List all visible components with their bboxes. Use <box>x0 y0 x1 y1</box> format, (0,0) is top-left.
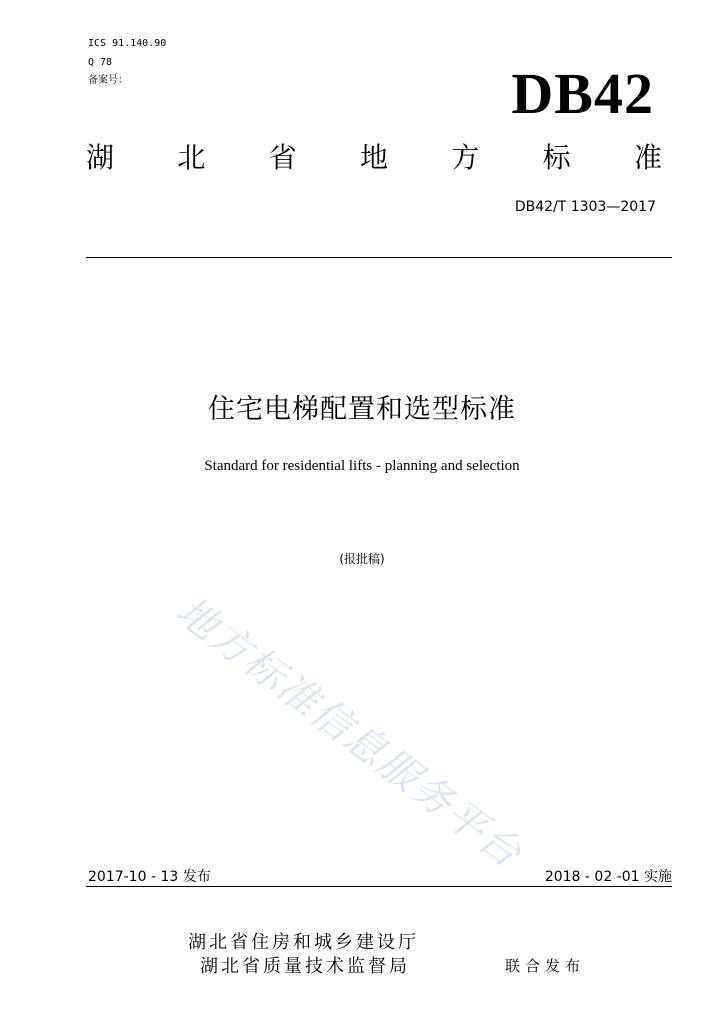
watermark: 地方标准信息服务平台 <box>167 588 531 878</box>
header-divider <box>86 257 672 258</box>
standard-type-char: 准 <box>633 141 662 174</box>
standard-code-logo: DB42 <box>511 61 654 126</box>
ics-code: ICS 91.140.90 <box>88 38 167 49</box>
classification-code: Q 78 <box>88 57 113 68</box>
joint-issue-label: 联合发布 <box>505 957 586 975</box>
standard-number: DB42/T 1303—2017 <box>514 199 656 215</box>
document-title-english: Standard for residential lifts - planning and selection <box>204 458 520 474</box>
footer-divider <box>86 886 672 887</box>
implementation-date: 2018 - 02 -01 实施 <box>544 869 672 885</box>
issuer-housing-department: 湖北省住房和城乡建设厅 <box>188 932 419 953</box>
record-number-label: 备案号： <box>88 75 128 86</box>
issuer-quality-bureau: 湖北省质量技术监督局 <box>200 956 410 977</box>
publish-date: 2017-10 - 13 发布 <box>88 869 211 885</box>
standard-type-char: 方 <box>451 141 480 174</box>
standard-type-char: 省 <box>268 141 297 174</box>
draft-status: (报批稿) <box>339 552 385 566</box>
standard-type-char: 地 <box>359 141 388 174</box>
document-title-chinese: 住宅电梯配置和选型标准 <box>208 394 516 425</box>
standard-type-char: 北 <box>177 141 206 174</box>
standard-type-char: 标 <box>542 141 571 174</box>
standard-type-char: 湖 <box>86 141 115 174</box>
standard-type-heading <box>86 140 662 176</box>
